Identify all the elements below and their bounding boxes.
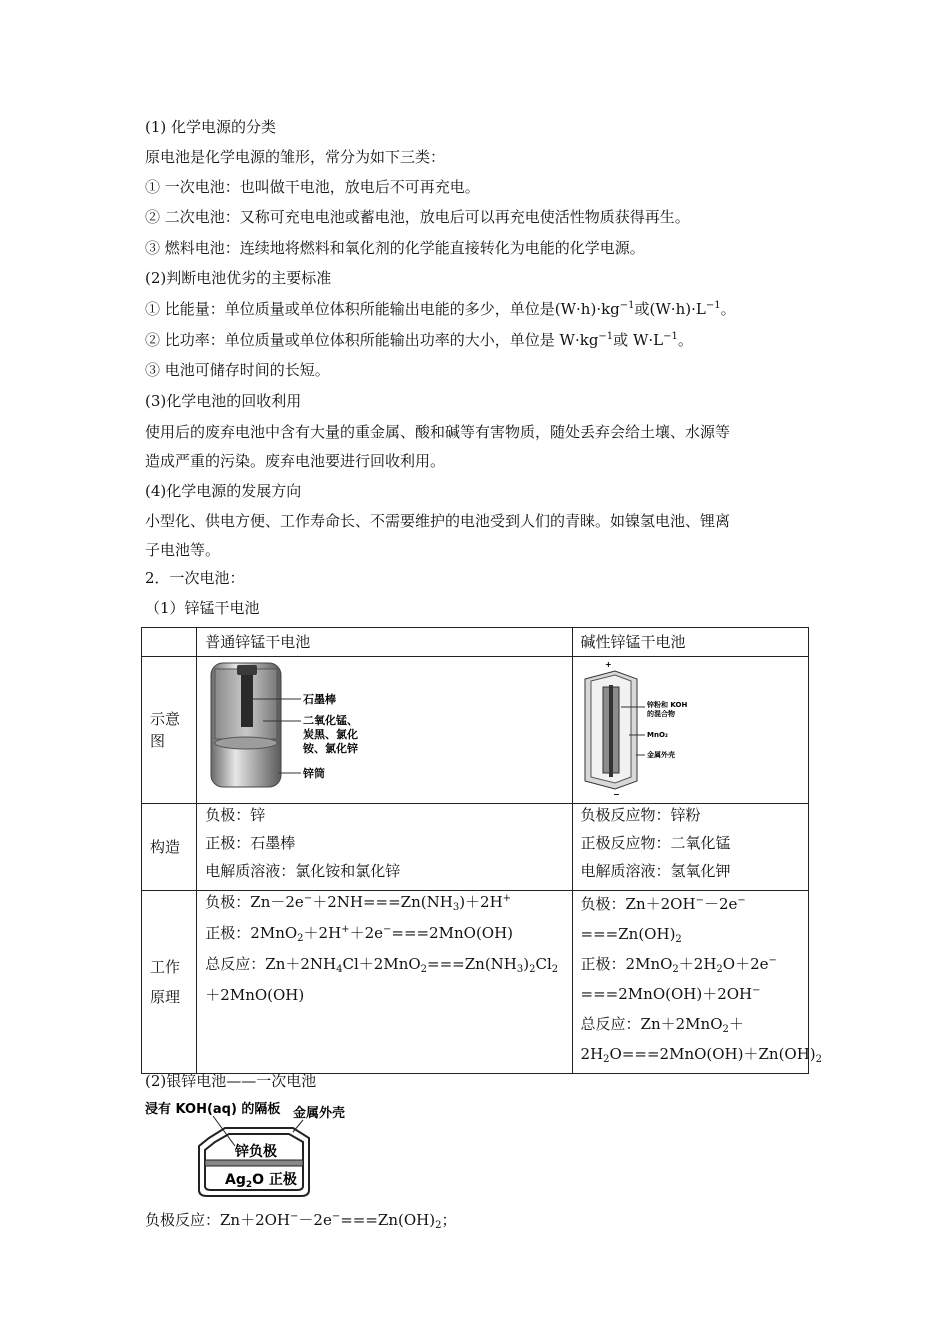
equation-line: 负极反应：$Zn+2OH^--2e^-===Zn(OH)_2$； <box>145 1211 457 1231</box>
zinc-can-rim <box>215 737 277 749</box>
equation: $===Zn(OH)_2$ <box>580 925 682 945</box>
figure-label: 金属外壳 <box>646 751 675 759</box>
equation: 负极：Zn＋2OH−－2e− <box>580 895 746 913</box>
paragraph-line: 子电池等。 <box>145 541 221 559</box>
table-row <box>142 628 809 657</box>
figure-label: + <box>604 660 612 669</box>
figure-label: 铵、氯化锌 <box>303 742 359 755</box>
table-header: 普通锌锰干电池 <box>197 628 572 657</box>
table-row-label: 示意图 <box>142 657 197 804</box>
table-cell <box>572 657 808 804</box>
figure-label: $Ag_2O$ 正极 <box>225 1172 297 1190</box>
graphite-rod-shape <box>241 675 253 727</box>
paragraph-line: 小型化、供电方便、工作寿命长、不需要维护的电池受到人们的青睐。如镍氢电池、锂离 <box>145 512 731 530</box>
table-cell <box>572 804 808 891</box>
list-item: ③ 燃料电池：连续地将燃料和氧化剂的化学能直接转化为电能的化学电源。 <box>145 239 645 257</box>
list-item: ① 比能量：单位质量或单位体积所能输出电能的多少，单位是$(W\cdot h)\cdot kg^{-1}$或$(W\cdot h)\cdot L^{-1}$。 <box>145 300 736 318</box>
equation: 正极：2MnO$_2$＋2H+＋2e−===2MnO(OH) <box>205 924 514 944</box>
figure-label: 锌筒 <box>303 767 326 780</box>
table-cell <box>572 891 823 1074</box>
section-title: (4)化学电源的发展方向 <box>145 482 302 500</box>
table-row <box>142 891 809 1074</box>
cap-shape <box>237 665 257 675</box>
silver-zinc-battery-diagram <box>143 1098 363 1200</box>
table-cell <box>197 657 572 804</box>
figure-label: 锌粉和 KOH <box>646 701 687 709</box>
subsection-title: (2)银锌电池——一次电池 <box>145 1072 317 1090</box>
cell-line: 电解质溶液：氢氧化钾 <box>580 862 731 880</box>
figure-label: 锌负极 <box>235 1144 277 1160</box>
section-title: 2．一次电池： <box>145 569 245 587</box>
cell-line: 负极反应物：锌粉 <box>580 806 701 824</box>
table-row-label <box>142 891 197 1074</box>
figure-label: 炭黑、氯化 <box>303 728 359 741</box>
row-label-line: 工作 <box>150 958 181 976</box>
list-item: ② 二次电池：又称可充电电池或蓄电池，放电后可以再充电使活性物质获得再生。 <box>145 208 690 226</box>
table-row-label: 构造 <box>142 804 197 891</box>
collector-shape <box>609 685 613 777</box>
separator-shape <box>205 1160 303 1166</box>
equation: 正极：$2MnO_2+2H_2O+2e^-$ <box>580 955 777 975</box>
section-title: (3)化学电池的回收利用 <box>145 392 302 410</box>
cell-line: 正极：石墨棒 <box>205 834 296 852</box>
figure-label: 金属外壳 <box>293 1106 346 1121</box>
cell-line: 电解质溶液：氯化铵和氯化锌 <box>205 862 401 880</box>
cell-line: 负极：锌 <box>205 806 266 824</box>
table-row <box>142 657 809 804</box>
figure-label: 二氧化锰、 <box>303 714 359 727</box>
row-label-line: 原理 <box>150 988 181 1006</box>
figure-label: − <box>612 790 620 797</box>
list-item: ② 比功率：单位质量或单位体积所能输出功率的大小，单位是 $W\cdot kg^{-1}$或 $W\cdot L^{-1}$。 <box>145 331 693 349</box>
equation: 负极：$Zn-2e^-+2NH===Zn(NH_3)+2H^+$ <box>205 893 512 913</box>
paragraph: 原电池是化学电源的雏形，常分为如下三类： <box>145 148 446 166</box>
table-row <box>142 804 809 891</box>
equation: 总反应：Zn＋2MnO$_2$＋ <box>580 1015 744 1035</box>
subsection-title: （1）锌锰干电池 <box>145 599 260 617</box>
figure-label: 的混合物 <box>646 710 675 718</box>
section-title: (2)判断电池优劣的主要标准 <box>145 269 332 287</box>
figure-label: 浸有 KOH(aq) 的隔板 <box>145 1102 281 1117</box>
paragraph-line: 使用后的废弃电池中含有大量的重金属、酸和碱等有害物质，随处丢弃会给土壤、水源等 <box>145 423 731 441</box>
table-cell <box>197 891 572 1074</box>
list-item: ③ 电池可储存时间的长短。 <box>145 361 330 379</box>
zinc-manganese-battery-diagram <box>205 657 405 797</box>
figure-label: MnO₂ <box>646 731 668 739</box>
equation: ===2MnO(OH)＋2OH− <box>580 985 761 1003</box>
paragraph-line: 造成严重的污染。废弃电池要进行回收利用。 <box>145 452 446 470</box>
list-item: ① 一次电池：也叫做干电池，放电后不可再充电。 <box>145 178 480 196</box>
battery-comparison-table <box>141 627 823 1074</box>
alkaline-battery-diagram <box>581 657 721 797</box>
equation: $2H_2O===2MnO(OH)+Zn(OH)_2$ <box>580 1045 823 1065</box>
equation: ＋2MnO(OH) <box>205 986 305 1004</box>
equation: 总反应：$Zn+2NH_4Cl+2MnO_2===Zn(NH_3)_2Cl_2$ <box>205 955 559 975</box>
table-cell <box>142 628 197 657</box>
figure-label: 石墨棒 <box>303 693 337 706</box>
cell-line: 正极反应物：二氧化锰 <box>580 834 731 852</box>
section-title: (1) 化学电源的分类 <box>145 118 277 136</box>
table-header: 碱性锌锰干电池 <box>572 628 808 657</box>
table-cell <box>197 804 572 891</box>
